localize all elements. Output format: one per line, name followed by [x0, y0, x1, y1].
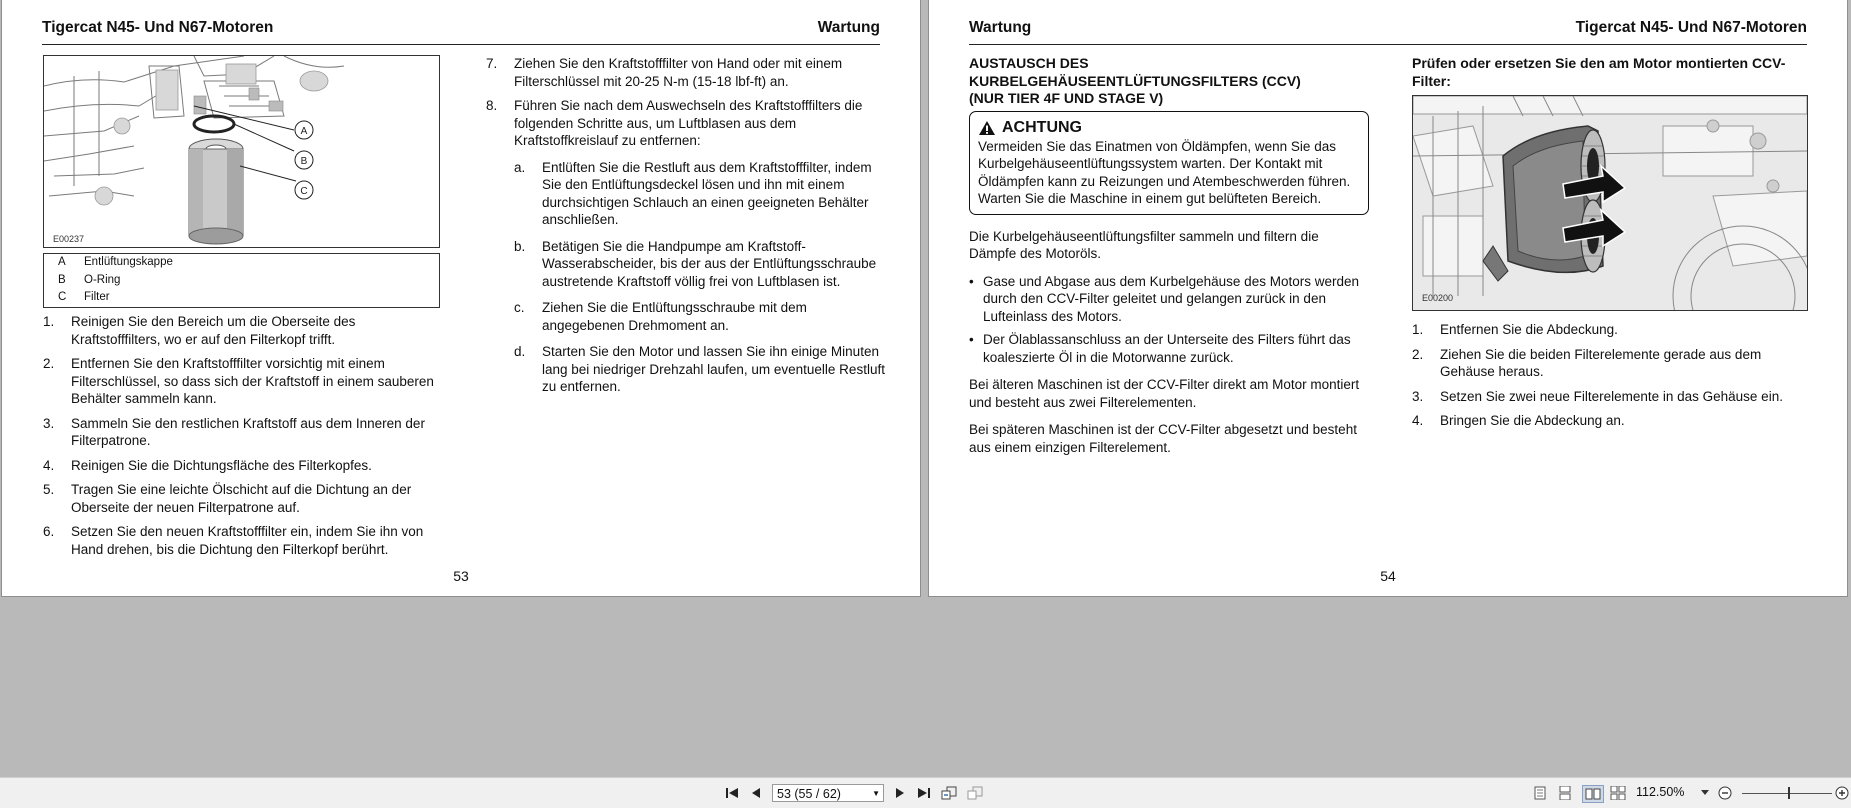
figure-code: E00237 — [53, 234, 85, 244]
list-item: 6. Setzen Sie den neuen Kraftstofffilter ein, indem Sie ihn von Hand drehen, bis die Dichtung den Filterkopf berührt. — [43, 524, 424, 557]
section-name: Wartung — [817, 19, 880, 36]
steps-column-2 — [486, 55, 886, 405]
list-item: 2. Ziehen Sie die beiden Filterelemente gerade aus dem Gehäuse heraus. — [1412, 346, 1762, 379]
list-item: 3. Setzen Sie zwei neue Filterelemente in das Gehäuse ein. — [1412, 388, 1783, 404]
zoom-slider-thumb[interactable] — [1788, 787, 1790, 799]
legend-row — [44, 254, 439, 272]
fuel-filter-figure — [43, 55, 440, 248]
zoom-level[interactable]: 112.50% — [1636, 785, 1685, 799]
right-column-1 — [969, 55, 1369, 466]
intro-text: Die Kurbelgehäuseentlüftungsfilter sammeln und filtern die Dämpfe des Motoröls. — [969, 228, 1319, 261]
right-column-2 — [1412, 55, 1812, 437]
legend-label: Entlüftungskappe — [84, 256, 173, 268]
list-item: 1. Entfernen Sie die Abdeckung. — [1412, 322, 1618, 337]
figure-legend — [43, 253, 440, 308]
list-item: • Gase und Abgase aus dem Kurbelgehäuse des Motors werden durch den CCV-Filter geleitet und gelangen zurück in den Lufteinlass des Motors. — [969, 273, 1359, 324]
list-item: 7. Ziehen Sie den Kraftstofffilter von Hand oder mit einem Filterschlüssel mit 20-25 N-m (15-18 lbf-ft) an. — [486, 56, 843, 89]
running-title: Tigercat N45- Und N67-Motoren — [42, 19, 274, 36]
legend-label: Filter — [84, 291, 110, 304]
last-page-icon[interactable] — [916, 785, 932, 801]
go-forward-icon[interactable] — [967, 785, 983, 801]
ccv-filter-illustration — [1413, 96, 1807, 310]
zoom-dropdown-icon[interactable] — [1700, 785, 1710, 801]
paragraph: Bei älteren Maschinen ist der CCV-Filter direkt am Motor montiert und besteht aus zwei Filterelementen. — [969, 377, 1360, 410]
substep-list — [486, 159, 886, 396]
chevron-down-icon: ▼ — [872, 789, 880, 798]
header-rule — [42, 44, 880, 45]
section-name: Wartung — [969, 19, 1032, 36]
callout-b-label: B — [300, 156, 308, 167]
two-page-view-icon[interactable] — [1582, 785, 1604, 803]
list-item: d. Starten Sie den Motor und lassen Sie ihn einige Minuten lang bei niedriger Drehzahl laufen, um eventuelle Restluft zu entfernen. — [514, 344, 885, 394]
legend-label: O-Ring — [84, 273, 121, 286]
figure-code: E00200 — [1422, 292, 1454, 303]
list-item: 1. Reinigen Sie den Bereich um die Oberseite des Kraftstofffilters, wo er auf den Filterkopf trifft. — [43, 314, 356, 347]
legend-row — [44, 289, 439, 307]
continuous-view-icon[interactable] — [1557, 785, 1573, 801]
list-item: a. Entlüften Sie die Restluft aus dem Kraftstofffilter, indem Sie den Entlüftungsdeckel lösen und ihn mit einem durchsichtigen Schlauch an einen geeigneten Behälter anschließen. — [514, 159, 872, 227]
ccv-filter-figure — [1412, 95, 1808, 311]
page-number: 53 — [453, 568, 469, 584]
single-page-view-icon[interactable] — [1532, 785, 1548, 801]
running-title: Tigercat N45- Und N67-Motoren — [1575, 19, 1807, 36]
steps-column-1 — [43, 313, 441, 565]
callout-a-label: A — [300, 126, 308, 137]
page-53 — [2, 0, 920, 596]
warning-box — [969, 111, 1369, 215]
list-item: 4. Reinigen Sie die Dichtungsfläche des Filterkopfes. — [43, 457, 372, 473]
list-item: 5. Tragen Sie eine leichte Ölschicht auf die Dichtung an der Oberseite der neuen Filterpatrone auf. — [43, 482, 412, 515]
viewer-toolbar — [0, 777, 1851, 808]
legend-key: B — [58, 273, 66, 286]
legend-row — [44, 272, 439, 290]
callout-c-label: C — [300, 186, 308, 197]
list-item: • Der Ölablassanschluss an der Unterseite des Filters führt das koaleszierte Öl in die Motorwanne zurück. — [969, 332, 1351, 365]
first-page-icon[interactable] — [724, 785, 740, 801]
fuel-filter-illustration — [44, 56, 439, 247]
header-rule — [969, 44, 1807, 45]
warning-text: Vermeiden Sie das Einatmen von Öldämpfen, wenn Sie das Kurbelgehäuseentlüftungssystem warten. Der Kontakt mit Öldämpfen kann zu Reizungen und Atembeschwerden führen. Warten Sie die Maschine in einem gut belüfteten Bereich. — [978, 138, 1351, 206]
page-54 — [929, 0, 1847, 596]
two-page-continuous-view-icon[interactable] — [1610, 785, 1626, 801]
list-item: 8. Führen Sie nach dem Auswechseln des Kraftstofffilters die folgenden Schritte aus, um Luftblasen aus dem Kraftstoffkreislauf zu entfernen: — [486, 98, 863, 148]
warning-icon — [978, 120, 996, 136]
list-item: 4. Bringen Sie die Abdeckung an. — [1412, 413, 1625, 428]
zoom-slider-track[interactable] — [1742, 793, 1832, 794]
legend-key: C — [58, 291, 67, 304]
go-back-icon[interactable] — [941, 785, 957, 801]
page-number: 54 — [1380, 568, 1396, 584]
paragraph: Bei späteren Maschinen ist der CCV-Filter abgesetzt und besteht aus einem einzigen Filterelement. — [969, 422, 1357, 455]
list-item: b. Betätigen Sie die Handpumpe am Kraftstoff-Wasserabscheider, bis der aus der Entlüftungsschraube austretende Kraftstoff völlig frei von Luftblasen ist. — [514, 238, 877, 289]
page-number-field[interactable]: 53 (55 / 62) ▼ — [772, 784, 884, 802]
next-page-icon[interactable] — [892, 785, 908, 801]
list-item: c. Ziehen Sie die Entlüftungsschraube mit dem angegebenen Drehmoment an. — [514, 300, 807, 333]
list-item: 2. Entfernen Sie den Kraftstofffilter vorsichtig mit einem Filterschlüssel, so dass sich der Kraftstoff in einem sauberen Behälter sammeln kann. — [43, 356, 434, 406]
warning-title: ACHTUNG — [978, 118, 1360, 138]
legend-key: A — [58, 256, 66, 268]
list-item: 3. Sammeln Sie den restlichen Kraftstoff aus dem Inneren der Filterpatrone. — [43, 415, 425, 448]
zoom-out-icon[interactable] — [1717, 785, 1733, 801]
zoom-in-icon[interactable] — [1834, 785, 1850, 801]
prev-page-icon[interactable] — [748, 785, 764, 801]
sub-heading: Prüfen oder ersetzen Sie den am Motor montierten CCV-Filter: — [1412, 55, 1786, 89]
section-heading: AUSTAUSCH DES KURBELGEHÄUSEENTLÜFTUNGSFILTERS (CCV) (NUR TIER 4F UND STAGE V) — [969, 55, 1301, 106]
